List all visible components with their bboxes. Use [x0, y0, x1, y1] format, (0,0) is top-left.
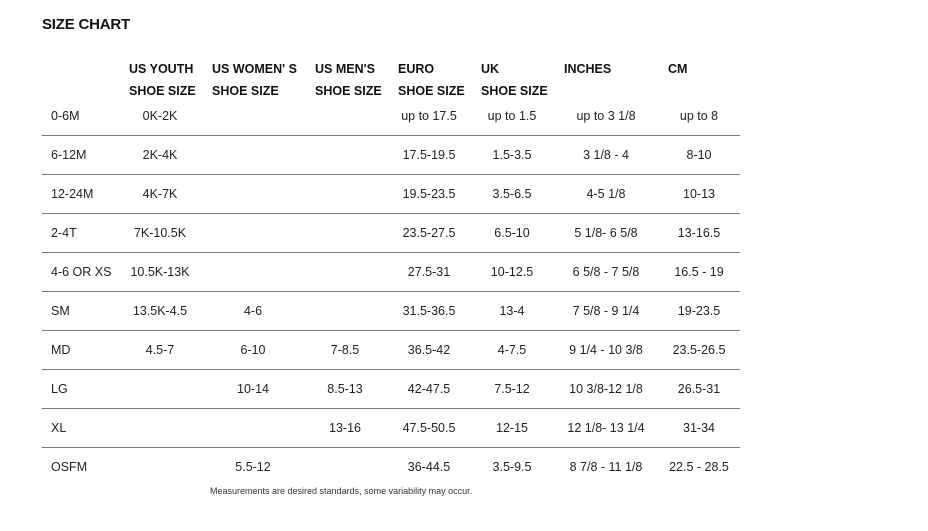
table-row — [42, 175, 740, 214]
cell-inches: 9 1/4 - 10 3/8 — [569, 343, 643, 357]
header-uk-line1: UK — [481, 62, 500, 76]
cell-cm: 31-34 — [683, 421, 715, 435]
cell-euro: up to 17.5 — [401, 109, 457, 123]
table-row — [42, 136, 740, 175]
cell-uk: 6.5-10 — [494, 226, 530, 240]
header-inches-line1: INCHES — [564, 62, 612, 76]
cell-uk: 7.5-12 — [494, 382, 530, 396]
cell-euro: 27.5-31 — [407, 265, 451, 279]
cell-women: 10-14 — [237, 382, 269, 396]
cell-inches: 8 7/8 - 11 1/8 — [569, 460, 643, 474]
cell-uk: up to 1.5 — [487, 109, 537, 123]
cell-cm: 8-10 — [686, 148, 712, 162]
cell-euro: 42-47.5 — [407, 382, 451, 396]
cell-youth: 7K-10.5K — [133, 226, 187, 240]
cell-cm: 16.5 - 19 — [674, 265, 724, 279]
header-inches — [564, 58, 611, 80]
cell-women: 6-10 — [240, 343, 266, 357]
cell-youth: 10.5K-13K — [130, 265, 190, 279]
header-us-youth-line2: SHOE SIZE — [129, 84, 196, 98]
cell-inches: 7 5/8 - 9 1/4 — [572, 304, 640, 318]
table-row — [42, 370, 740, 409]
row-size-label: 0-6M — [51, 109, 80, 123]
cell-inches: 6 5/8 - 7 5/8 — [572, 265, 640, 279]
footnote: Measurements are desired standards, some variability may occur. — [210, 486, 473, 496]
cell-euro: 19.5-23.5 — [402, 187, 456, 201]
cell-women — [203, 409, 303, 447]
cell-youth: 4K-7K — [142, 187, 178, 201]
cell-cm: 23.5-26.5 — [672, 343, 726, 357]
cell-euro: 23.5-27.5 — [402, 226, 456, 240]
header-us-women-line2: SHOE SIZE — [212, 84, 279, 98]
cell-inches: 10 3/8-12 1/8 — [569, 382, 643, 396]
cell-youth — [110, 370, 210, 408]
cell-uk: 3.5-6.5 — [492, 187, 532, 201]
cell-youth: 0K-2K — [142, 109, 178, 123]
cell-youth — [110, 448, 210, 486]
header-us-youth — [129, 58, 196, 102]
page-title: SIZE CHART — [42, 16, 131, 33]
header-us-men-line1: US MEN'S — [315, 62, 375, 76]
cell-inches: 12 1/8- 13 1/4 — [567, 421, 645, 435]
row-size-label: 6-12M — [51, 148, 87, 162]
table-row — [42, 331, 740, 370]
table-row — [42, 97, 740, 136]
row-size-label: MD — [51, 343, 71, 357]
header-uk-line2: SHOE SIZE — [481, 84, 548, 98]
cell-women — [203, 136, 303, 174]
header-euro — [398, 58, 465, 102]
cell-cm: 19-23.5 — [677, 304, 721, 318]
cell-men: 8.5-13 — [327, 382, 363, 396]
header-us-women-line1: US WOMEN' S — [212, 62, 297, 76]
cell-cm: 13-16.5 — [677, 226, 721, 240]
cell-women — [203, 97, 303, 135]
header-us-youth-line1: US YOUTH — [129, 62, 194, 76]
cell-euro: 17.5-19.5 — [402, 148, 456, 162]
cell-uk: 1.5-3.5 — [492, 148, 532, 162]
table-row — [42, 253, 740, 292]
cell-uk: 10-12.5 — [490, 265, 534, 279]
cell-women: 4-6 — [243, 304, 263, 318]
cell-cm: 26.5-31 — [677, 382, 721, 396]
header-cm-line1: CM — [668, 62, 688, 76]
cell-uk: 12-15 — [496, 421, 528, 435]
cell-women — [203, 214, 303, 252]
cell-youth: 2K-4K — [142, 148, 178, 162]
cell-uk: 13-4 — [499, 304, 525, 318]
header-us-men-line2: SHOE SIZE — [315, 84, 382, 98]
header-uk — [481, 58, 548, 102]
cell-inches: 3 1/8 - 4 — [583, 148, 629, 162]
cell-cm: up to 8 — [679, 109, 719, 123]
header-us-women — [212, 58, 297, 102]
cell-euro: 36.5-42 — [407, 343, 451, 357]
header-us-men — [315, 58, 382, 102]
table-body — [42, 97, 740, 487]
cell-inches: 5 1/8- 6 5/8 — [574, 226, 638, 240]
header-euro-line1: EURO — [398, 62, 435, 76]
cell-euro: 47.5-50.5 — [402, 421, 456, 435]
cell-women: 5.5-12 — [235, 460, 271, 474]
row-size-label: LG — [51, 382, 68, 396]
cell-men: 13-16 — [329, 421, 361, 435]
row-size-label: 12-24M — [51, 187, 94, 201]
table-row — [42, 409, 740, 448]
cell-youth — [110, 409, 210, 447]
cell-euro: 31.5-36.5 — [402, 304, 456, 318]
cell-uk: 4-7.5 — [497, 343, 527, 357]
row-size-label: 2-4T — [51, 226, 77, 240]
row-size-label: OSFM — [51, 460, 88, 474]
cell-euro: 36-44.5 — [407, 460, 451, 474]
cell-men: 7-8.5 — [330, 343, 360, 357]
size-chart-table — [42, 58, 740, 487]
row-size-label: XL — [51, 421, 67, 435]
cell-inches: up to 3 1/8 — [576, 109, 636, 123]
cell-youth: 13.5K-4.5 — [132, 304, 188, 318]
header-cm — [668, 58, 687, 80]
cell-uk: 3.5-9.5 — [492, 460, 532, 474]
row-size-label: SM — [51, 304, 70, 318]
table-row — [42, 292, 740, 331]
header-euro-line2: SHOE SIZE — [398, 84, 465, 98]
cell-women — [203, 253, 303, 291]
row-size-label: 4-6 OR XS — [51, 265, 112, 279]
cell-youth: 4.5-7 — [145, 343, 175, 357]
cell-women — [203, 175, 303, 213]
cell-inches: 4-5 1/8 — [586, 187, 626, 201]
table-header-row — [42, 58, 740, 102]
table-row — [42, 214, 740, 253]
cell-cm: 22.5 - 28.5 — [669, 460, 729, 474]
cell-cm: 10-13 — [683, 187, 715, 201]
table-row — [42, 448, 740, 487]
